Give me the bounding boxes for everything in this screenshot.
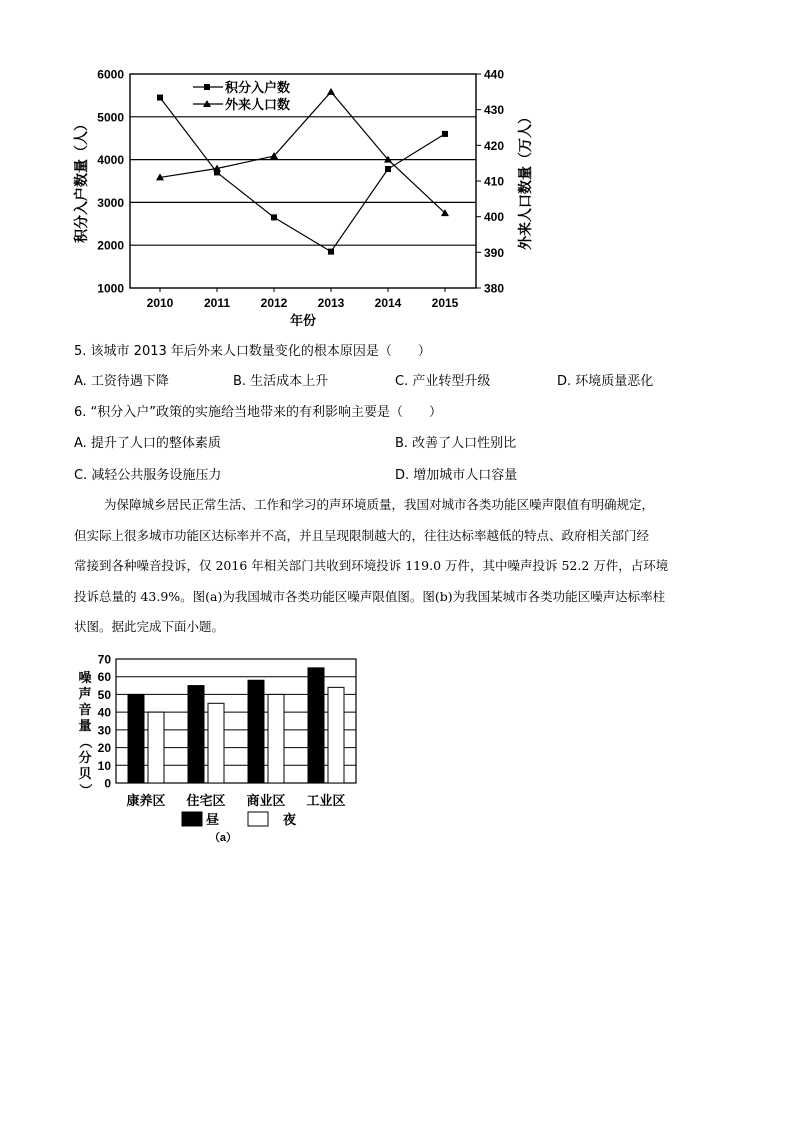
legend-night-swatch xyxy=(248,812,268,826)
chart2-y-tick-label: 40 xyxy=(97,705,111,720)
chart2-category-label: 住宅区 xyxy=(186,793,226,808)
chart1-grid xyxy=(130,117,476,245)
q5-option-c[interactable]: C. 产业转型升级 xyxy=(395,374,491,389)
q5-option-b[interactable]: B. 生活成本上升 xyxy=(233,374,329,389)
data-point-square xyxy=(328,249,334,255)
passage-line: 常接到各种噪音投诉，仅 2016 年相关部门共收到环境投诉 119.0 万件，其中噪声投诉 52.2 万件，占环境 xyxy=(74,558,669,573)
chart2-x-ticks xyxy=(126,793,345,808)
chart2-y-tick-label: 10 xyxy=(97,758,111,773)
passage-line: 状图。据此完成下面小题。 xyxy=(74,619,225,634)
q5-option-d[interactable]: D. 环境质量恶化 xyxy=(557,374,654,389)
chart2-y-label-char: （ xyxy=(78,735,93,749)
chart1-left-y-label: 积分入户数量（人） xyxy=(73,117,89,243)
bar-day xyxy=(248,680,264,783)
q6-option-b[interactable]: B. 改善了人口性别比 xyxy=(395,436,517,451)
noise-limit-bar-chart xyxy=(70,648,370,848)
chart2-y-tick-label: 50 xyxy=(97,687,111,702)
chart2-legend xyxy=(182,812,297,827)
chart2-y-tick-label: 30 xyxy=(97,723,111,738)
data-point-square xyxy=(157,95,163,101)
legend-night-label: 夜 xyxy=(283,812,297,827)
chart2-y-label-char: 量 xyxy=(78,718,92,733)
chart1-right-ticks xyxy=(476,68,504,296)
bar-day xyxy=(308,668,324,783)
chart2-y-label-char: 音 xyxy=(78,702,92,717)
chart2-y-tick-label: 70 xyxy=(97,652,111,667)
bar-night xyxy=(208,703,224,783)
chart1-left-tick-label: 6000 xyxy=(97,67,124,82)
q6-option-d[interactable]: D. 增加城市人口容量 xyxy=(395,468,518,483)
passage-line: 但实际上很多城市功能区达标率并不高，并且呈现限制越大的，往往达标率越低的特点、政府相关部门经 xyxy=(74,527,650,543)
data-point-square xyxy=(271,214,277,220)
chart2-y-label-char: 声 xyxy=(78,686,92,701)
question-6-stem: 6. “积分入户”政策的实施给当地带来的有利影响主要是（ ） xyxy=(74,405,443,420)
passage-line: 投诉总量的 43.9%。图(a)为我国城市各类功能区噪声限值图。图(b)为我国某城市各类功能区噪声达标率柱 xyxy=(74,588,666,604)
migration-line-chart xyxy=(60,60,550,335)
chart1-right-y-label: 外来人口数量（万人） xyxy=(517,110,533,250)
chart2-y-ticks xyxy=(98,653,112,791)
chart2-y-tick-label: 60 xyxy=(97,670,111,685)
chart1-series xyxy=(156,88,449,255)
chart2-category-label: 工业区 xyxy=(306,793,346,808)
q6-option-a[interactable]: A. 提升了人口的整体素质 xyxy=(74,436,221,451)
bar-night xyxy=(328,687,344,783)
chart1-right-tick-label: 390 xyxy=(484,245,505,260)
chart1-x-tick-label: 2012 xyxy=(260,296,288,310)
chart2-y-tick-label: 0 xyxy=(104,776,111,791)
legend-label-2: 外来人口数 xyxy=(225,97,291,112)
legend-day-label: 昼 xyxy=(206,812,220,827)
chart2-y-label-char: 分 xyxy=(78,750,92,765)
chart1-x-label: 年份 xyxy=(289,313,317,328)
chart1-right-tick-label: 410 xyxy=(484,174,505,189)
bar-day xyxy=(188,686,204,783)
series-line-points-settled xyxy=(160,98,445,252)
chart2-caption: （a） xyxy=(208,832,238,844)
chart1-legend xyxy=(193,80,290,112)
chart1-x-tick-label: 2010 xyxy=(146,296,174,310)
q6-option-c[interactable]: C. 减轻公共服务设施压力 xyxy=(74,468,222,483)
chart1-plot-frame xyxy=(130,74,476,288)
chart2-y-tick-label: 20 xyxy=(97,741,111,756)
chart1-x-tick-label: 2011 xyxy=(203,296,231,310)
legend-square-marker xyxy=(204,84,210,90)
chart1-x-ticks xyxy=(147,288,459,310)
question-5-stem: 5. 该城市 2013 年后外来人口数量变化的根本原因是（ ） xyxy=(74,344,431,359)
chart1-right-tick-label: 380 xyxy=(484,281,505,296)
series-line-migrants xyxy=(160,92,445,213)
data-point-square xyxy=(385,166,391,172)
chart1-left-ticks xyxy=(97,68,124,296)
passage-line: 为保障城乡居民正常生活、工作和学习的声环境质量，我国对城市各类功能区噪声限值有明确规定， xyxy=(104,497,655,512)
chart1-left-tick-label: 3000 xyxy=(97,195,124,210)
legend-day-swatch xyxy=(182,812,202,826)
chart2-y-label-char: ） xyxy=(78,783,93,797)
data-point-triangle xyxy=(327,88,335,95)
bar-day xyxy=(128,694,144,783)
bar-night xyxy=(148,712,164,783)
chart1-x-tick-label: 2013 xyxy=(317,296,345,310)
chart1-left-tick-label: 4000 xyxy=(97,153,124,168)
chart2-y-label-char: 噪 xyxy=(78,670,92,685)
legend-label-1: 积分入户数 xyxy=(225,80,291,95)
chart1-x-tick-label: 2015 xyxy=(431,296,459,310)
chart1-left-tick-label: 5000 xyxy=(97,110,124,125)
chart1-x-tick-label: 2014 xyxy=(374,296,402,310)
chart2-category-label: 商业区 xyxy=(246,793,286,808)
chart1-right-tick-label: 420 xyxy=(484,138,505,153)
chart1-right-tick-label: 430 xyxy=(484,103,505,118)
chart2-category-label: 康养区 xyxy=(126,793,166,808)
chart2-y-label-char: 贝 xyxy=(78,766,92,781)
q5-option-a[interactable]: A. 工资待遇下降 xyxy=(74,374,169,389)
chart1-left-tick-label: 1000 xyxy=(97,281,124,296)
bar-night xyxy=(268,694,284,783)
chart1-right-tick-label: 400 xyxy=(484,210,505,225)
passage xyxy=(74,490,722,643)
chart1-left-tick-label: 2000 xyxy=(97,238,124,253)
chart1-right-tick-label: 440 xyxy=(484,67,505,82)
data-point-square xyxy=(442,131,448,137)
chart2-y-label xyxy=(78,670,93,797)
